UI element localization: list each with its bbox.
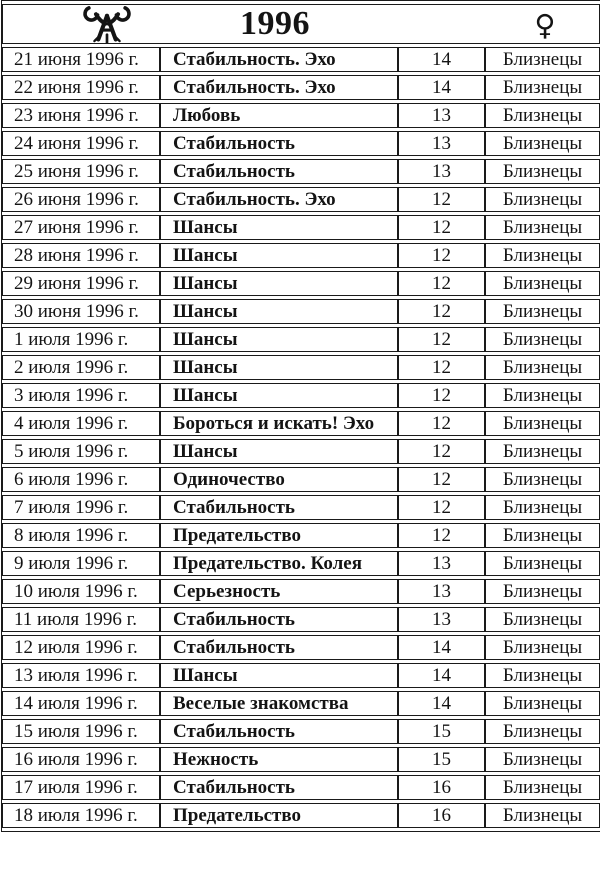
- keyword-cell: Стабильность. Эхо: [160, 75, 398, 100]
- sign-cell: Близнецы: [485, 299, 600, 324]
- table-row: [2, 551, 600, 576]
- year-title: 1996: [240, 5, 310, 42]
- table-row: [2, 159, 600, 184]
- venus-icon: ♀: [534, 8, 556, 42]
- value-cell: 12: [398, 215, 485, 240]
- table-row: [2, 75, 600, 100]
- value-cell: 12: [398, 271, 485, 296]
- keyword-cell: Предательство: [160, 803, 398, 828]
- table-row: [2, 523, 600, 548]
- sign-cell: Близнецы: [485, 47, 600, 72]
- date-cell: 21 июня 1996 г.: [2, 47, 160, 72]
- keyword-cell: Нежность: [160, 747, 398, 772]
- table-row: [2, 635, 600, 660]
- table-row: [2, 495, 600, 520]
- sign-cell: Близнецы: [485, 327, 600, 352]
- table-row: [2, 299, 600, 324]
- keyword-cell: Веселые знакомства: [160, 691, 398, 716]
- keyword-cell: Шансы: [160, 355, 398, 380]
- value-cell: 12: [398, 523, 485, 548]
- value-cell: 13: [398, 103, 485, 128]
- keyword-cell: Предательство. Колея: [160, 551, 398, 576]
- date-cell: 24 июня 1996 г.: [2, 131, 160, 156]
- table-row: [2, 131, 600, 156]
- table-row: [2, 607, 600, 632]
- sign-cell: Близнецы: [485, 271, 600, 296]
- table-row: [2, 383, 600, 408]
- table-row: [2, 411, 600, 436]
- keyword-cell: Стабильность: [160, 131, 398, 156]
- value-cell: 12: [398, 187, 485, 212]
- header-content: [3, 5, 599, 43]
- date-cell: 5 июля 1996 г.: [2, 439, 160, 464]
- value-cell: 15: [398, 719, 485, 744]
- sign-cell: Близнецы: [485, 551, 600, 576]
- header-row: [2, 4, 600, 44]
- value-cell: 13: [398, 131, 485, 156]
- date-cell: 25 июня 1996 г.: [2, 159, 160, 184]
- value-cell: 14: [398, 635, 485, 660]
- table-row: [2, 439, 600, 464]
- sign-cell: Близнецы: [485, 215, 600, 240]
- sign-cell: Близнецы: [485, 663, 600, 688]
- keyword-cell: Серьезность: [160, 579, 398, 604]
- date-cell: 26 июня 1996 г.: [2, 187, 160, 212]
- table-row: [2, 747, 600, 772]
- keyword-cell: Шансы: [160, 663, 398, 688]
- value-cell: 14: [398, 47, 485, 72]
- value-cell: 12: [398, 243, 485, 268]
- value-cell: 14: [398, 691, 485, 716]
- value-cell: 12: [398, 383, 485, 408]
- value-cell: 13: [398, 159, 485, 184]
- sign-cell: Близнецы: [485, 635, 600, 660]
- date-cell: 16 июля 1996 г.: [2, 747, 160, 772]
- sign-cell: Близнецы: [485, 383, 600, 408]
- table-row: [2, 803, 600, 828]
- date-cell: 10 июля 1996 г.: [2, 579, 160, 604]
- table-row: [2, 271, 600, 296]
- date-cell: 17 июля 1996 г.: [2, 775, 160, 800]
- keyword-cell: Шансы: [160, 271, 398, 296]
- sign-cell: Близнецы: [485, 159, 600, 184]
- sign-cell: Близнецы: [485, 187, 600, 212]
- keyword-cell: Любовь: [160, 103, 398, 128]
- sign-cell: Близнецы: [485, 439, 600, 464]
- value-cell: 12: [398, 411, 485, 436]
- date-cell: 8 июля 1996 г.: [2, 523, 160, 548]
- table-row: [2, 47, 600, 72]
- value-cell: 14: [398, 75, 485, 100]
- value-cell: 12: [398, 467, 485, 492]
- keyword-cell: Одиночество: [160, 467, 398, 492]
- date-cell: 9 июля 1996 г.: [2, 551, 160, 576]
- keyword-cell: Шансы: [160, 327, 398, 352]
- keyword-cell: Стабильность: [160, 719, 398, 744]
- value-cell: 12: [398, 439, 485, 464]
- value-cell: 16: [398, 775, 485, 800]
- value-cell: 15: [398, 747, 485, 772]
- table-row: [2, 327, 600, 352]
- sign-cell: Близнецы: [485, 523, 600, 548]
- table-row: [2, 775, 600, 800]
- keyword-cell: Стабильность. Эхо: [160, 187, 398, 212]
- date-cell: 30 июня 1996 г.: [2, 299, 160, 324]
- date-cell: 6 июля 1996 г.: [2, 467, 160, 492]
- keyword-cell: Стабильность: [160, 635, 398, 660]
- date-cell: 15 июля 1996 г.: [2, 719, 160, 744]
- sign-cell: Близнецы: [485, 607, 600, 632]
- value-cell: 12: [398, 299, 485, 324]
- date-cell: 29 июня 1996 г.: [2, 271, 160, 296]
- table-row: [2, 579, 600, 604]
- table-row: [2, 215, 600, 240]
- value-cell: 12: [398, 495, 485, 520]
- sign-cell: Близнецы: [485, 75, 600, 100]
- table-body: [2, 47, 600, 828]
- keyword-cell: Стабильность. Эхо: [160, 47, 398, 72]
- sign-cell: Близнецы: [485, 243, 600, 268]
- value-cell: 12: [398, 355, 485, 380]
- keyword-cell: Предательство: [160, 523, 398, 548]
- date-cell: 22 июня 1996 г.: [2, 75, 160, 100]
- keyword-cell: Шансы: [160, 383, 398, 408]
- sign-cell: Близнецы: [485, 355, 600, 380]
- date-cell: 18 июля 1996 г.: [2, 803, 160, 828]
- horoscope-table: [1, 0, 600, 832]
- table-header: [2, 4, 600, 44]
- date-cell: 11 июля 1996 г.: [2, 607, 160, 632]
- table-row: [2, 187, 600, 212]
- value-cell: 13: [398, 551, 485, 576]
- keyword-cell: Шансы: [160, 439, 398, 464]
- date-cell: 12 июля 1996 г.: [2, 635, 160, 660]
- sign-cell: Близнецы: [485, 411, 600, 436]
- keyword-cell: Бороться и искать! Эхо: [160, 411, 398, 436]
- sign-cell: Близнецы: [485, 775, 600, 800]
- sign-cell: Близнецы: [485, 467, 600, 492]
- value-cell: 14: [398, 663, 485, 688]
- keyword-cell: Шансы: [160, 243, 398, 268]
- value-cell: 12: [398, 327, 485, 352]
- sign-cell: Близнецы: [485, 803, 600, 828]
- keyword-cell: Стабильность: [160, 495, 398, 520]
- table-row: [2, 467, 600, 492]
- sign-cell: Близнецы: [485, 495, 600, 520]
- table-row: [2, 243, 600, 268]
- date-cell: 1 июля 1996 г.: [2, 327, 160, 352]
- sign-cell: Близнецы: [485, 579, 600, 604]
- date-cell: 2 июля 1996 г.: [2, 355, 160, 380]
- keyword-cell: Стабильность: [160, 159, 398, 184]
- date-cell: 28 июня 1996 г.: [2, 243, 160, 268]
- keyword-cell: Стабильность: [160, 775, 398, 800]
- keyword-cell: Стабильность: [160, 607, 398, 632]
- keyword-cell: Шансы: [160, 299, 398, 324]
- date-cell: 27 июня 1996 г.: [2, 215, 160, 240]
- date-cell: 14 июля 1996 г.: [2, 691, 160, 716]
- date-cell: 23 июня 1996 г.: [2, 103, 160, 128]
- value-cell: 13: [398, 579, 485, 604]
- date-cell: 7 июля 1996 г.: [2, 495, 160, 520]
- value-cell: 16: [398, 803, 485, 828]
- sign-cell: Близнецы: [485, 103, 600, 128]
- sign-cell: Близнецы: [485, 131, 600, 156]
- keyword-cell: Шансы: [160, 215, 398, 240]
- table-row: [2, 103, 600, 128]
- sign-cell: Близнецы: [485, 747, 600, 772]
- date-cell: 3 июля 1996 г.: [2, 383, 160, 408]
- sign-cell: Близнецы: [485, 719, 600, 744]
- date-cell: 13 июля 1996 г.: [2, 663, 160, 688]
- value-cell: 13: [398, 607, 485, 632]
- date-cell: 4 июля 1996 г.: [2, 411, 160, 436]
- sign-cell: Близнецы: [485, 691, 600, 716]
- table-row: [2, 663, 600, 688]
- table-row: [2, 719, 600, 744]
- table-row: [2, 691, 600, 716]
- table-row: [2, 355, 600, 380]
